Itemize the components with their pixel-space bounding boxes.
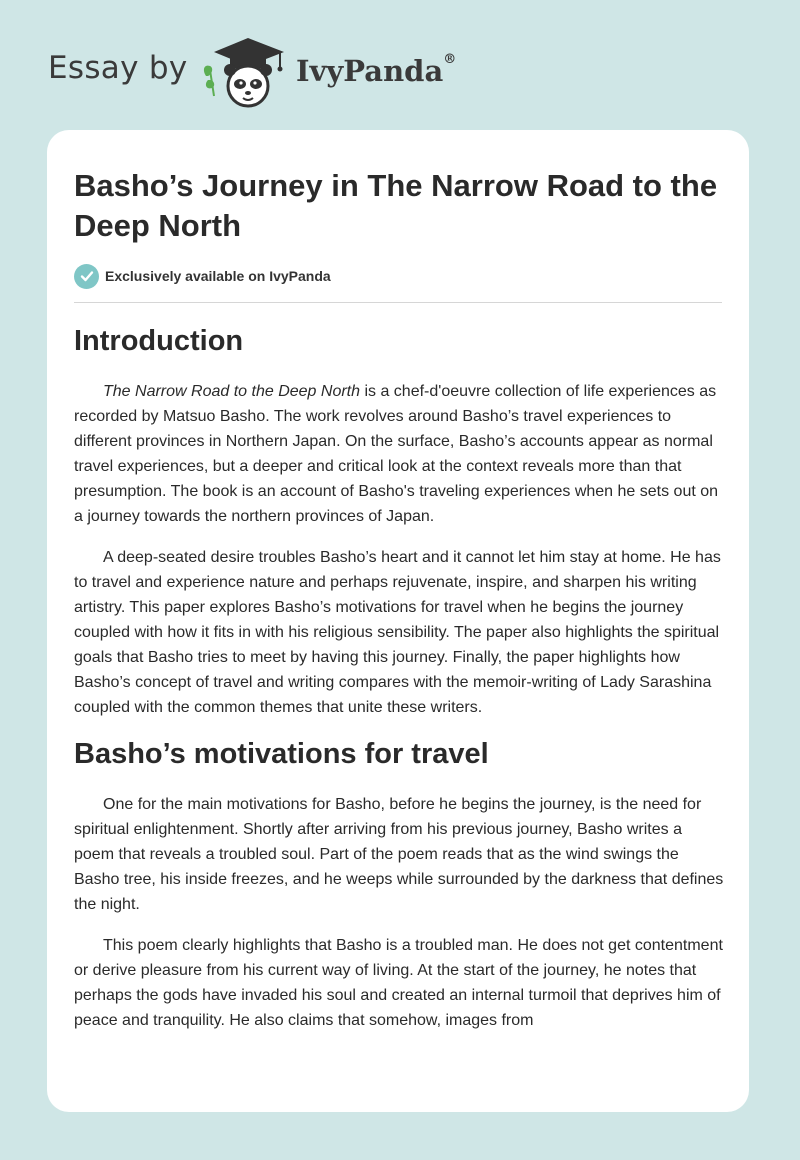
exclusive-badge (74, 263, 331, 289)
essay-by-label: Essay by (48, 50, 188, 86)
badge-text: Exclusively available on IvyPanda (105, 268, 331, 284)
article-card (47, 130, 749, 1112)
section-heading-motivations: Basho’s motivations for travel (74, 738, 489, 770)
paragraph: One for the main motivations for Basho, before he begins the journey, is the need for spiritual enlightenment. Shortly after arriving from his previous journey, Basho writes a poem that reveals a troubled soul. Part of the poem reads that as the wind swings the Basho tree, his inside freezes, and he weeps while surrounded by the darkness that defines the night. (74, 796, 724, 913)
article-body (74, 323, 724, 1049)
article-title: Basho’s Journey in The Narrow Road to the Deep North (74, 168, 718, 243)
check-circle-icon (74, 264, 99, 289)
book-title: The Narrow Road to the Deep North (103, 383, 361, 400)
site-header (0, 0, 800, 130)
paragraph (74, 379, 724, 529)
paragraph: This poem clearly highlights that Basho is a troubled man. He does not get contentment or derive pleasure from his current way of living. At the start of the journey, he notes that perhaps the gods have invaded his soul and created an internal turmoil that deprives him of peace and tranquility. He also claims that somehow, images from (74, 937, 723, 1029)
registered-mark: ® (443, 52, 457, 67)
section-heading-introduction: Introduction (74, 325, 244, 357)
panda-logo-icon[interactable] (200, 36, 292, 108)
paragraph-text: is a chef-d'oeuvre collection of life experiences as recorded by Matsuo Basho. The work revolves around Basho’s travel experiences to different provinces in Northern Japan. On the surface, Basho’s accounts appear as normal travel experiences, but a deeper and critical look at the context reveals more than that presumption. The book is an account of Basho's traveling experiences when he sets out on a journey towards the northern provinces of Japan. (74, 383, 719, 525)
paragraph: A deep-seated desire troubles Basho’s heart and it cannot let him stay at home. He has to travel and experience nature and perhaps rejuvenate, inspire, and sharpen his writing artistry. This paper explores Basho’s motivations for travel when he begins the journey coupled with how it fits in with his religious sensibility. The paper also highlights the spiritual goals that Basho tries to meet by having this journey. Finally, the paper highlights how Basho’s concept of travel and writing compares with the memoir-writing of Lady Sarashina coupled with the common themes that unite these writers. (74, 549, 721, 716)
brand-text: IvyPanda (296, 54, 444, 88)
divider (74, 302, 722, 303)
brand-name[interactable] (296, 54, 456, 88)
